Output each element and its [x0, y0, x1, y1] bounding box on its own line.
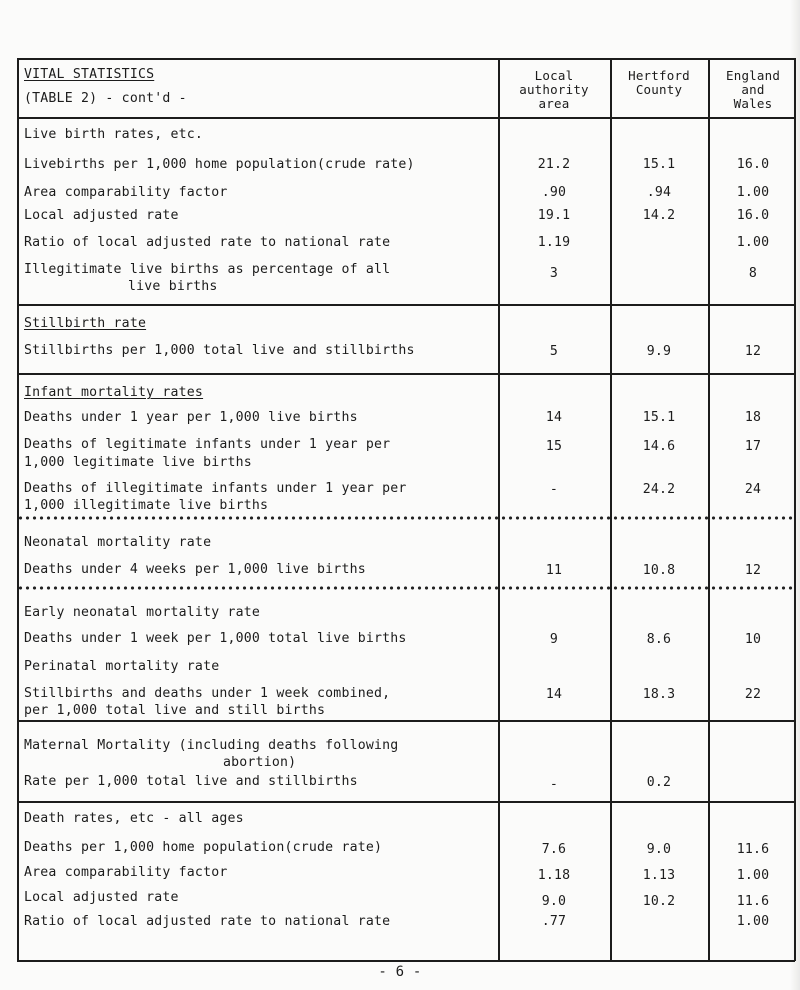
header-bottom-border	[17, 117, 795, 119]
row-label: Local adjusted rate	[24, 208, 179, 223]
table-bottom-border	[17, 960, 795, 962]
table-left-border	[17, 58, 19, 961]
cell-local: 5	[549, 344, 559, 359]
table-title: VITAL STATISTICS	[24, 67, 155, 82]
cell-england: 1.00	[736, 235, 770, 250]
cell-county: 10.2	[642, 894, 676, 909]
cell-local: 7.6	[541, 842, 567, 857]
cell-england: 10	[744, 632, 762, 647]
cell-local: 1.19	[537, 235, 571, 250]
cell-county: 9.0	[646, 842, 672, 857]
section-divider	[17, 720, 795, 722]
section-heading: Maternal Mortality (including deaths following	[24, 738, 399, 753]
cell-local: 11	[545, 563, 563, 578]
section-heading: Neonatal mortality rate	[24, 535, 212, 550]
cell-england: 11.6	[736, 842, 770, 857]
section-heading: Death rates, etc - all ages	[24, 811, 244, 826]
cell-england: 12	[744, 344, 762, 359]
row-label: Stillbirths per 1,000 total live and stillbirths	[24, 343, 415, 358]
cell-england: 18	[744, 410, 762, 425]
cell-county: 8.6	[646, 632, 672, 647]
row-label: Deaths under 1 year per 1,000 live births	[24, 410, 358, 425]
cell-county: .94	[646, 185, 672, 200]
row-label-continued: live births	[128, 279, 218, 294]
column-header-england: England and Wales	[726, 68, 781, 111]
dotted-divider	[17, 516, 795, 520]
row-label-continued: per 1,000 total live and still births	[24, 703, 326, 718]
cell-england: 1.00	[736, 868, 770, 883]
row-label: Ratio of local adjusted rate to national rate	[24, 914, 391, 929]
section-divider	[17, 304, 795, 306]
cell-local: .77	[541, 914, 567, 929]
section-heading: Perinatal mortality rate	[24, 659, 220, 674]
row-label: Deaths of illegitimate infants under 1 year per	[24, 481, 407, 496]
row-label: Area comparability factor	[24, 185, 228, 200]
cell-local: 9	[549, 632, 559, 647]
cell-county: 1.13	[642, 868, 676, 883]
section-divider	[17, 373, 795, 375]
cell-england: 24	[744, 482, 762, 497]
cell-england: 12	[744, 563, 762, 578]
page-number: - 6 -	[378, 964, 422, 980]
cell-county: 18.3	[642, 687, 676, 702]
scan-edge-shadow	[790, 0, 800, 990]
row-label: Ratio of local adjusted rate to national rate	[24, 235, 391, 250]
cell-local: 15	[545, 439, 563, 454]
cell-county: 15.1	[642, 157, 676, 172]
row-label: Deaths per 1,000 home population(crude rate)	[24, 840, 383, 855]
cell-local: 19.1	[537, 208, 571, 223]
section-heading: Stillbirth rate	[24, 316, 147, 331]
cell-england: 11.6	[736, 894, 770, 909]
section-heading: Live birth rates, etc.	[24, 127, 204, 142]
cell-county: 24.2	[642, 482, 676, 497]
column-header-local: Local authority area	[519, 68, 589, 111]
cell-county: 10.8	[642, 563, 676, 578]
column-header-county: Hertford County	[628, 68, 690, 97]
row-label-continued: 1,000 legitimate live births	[24, 455, 252, 470]
row-label: Deaths of legitimate infants under 1 year per	[24, 437, 391, 452]
cell-england: 16.0	[736, 157, 770, 172]
cell-county: 0.2	[646, 775, 672, 790]
cell-county: 15.1	[642, 410, 676, 425]
cell-england: 1.00	[736, 914, 770, 929]
cell-local: -	[549, 482, 559, 497]
row-label: Livebirths per 1,000 home population(crude rate)	[24, 157, 415, 172]
cell-local: 9.0	[541, 894, 567, 909]
cell-england: 17	[744, 439, 762, 454]
row-label-continued: 1,000 illegitimate live births	[24, 498, 269, 513]
row-label: Local adjusted rate	[24, 890, 179, 905]
table-subtitle: (TABLE 2) - cont'd -	[24, 91, 187, 106]
section-heading: Early neonatal mortality rate	[24, 605, 261, 620]
cell-county: 14.6	[642, 439, 676, 454]
cell-local: -	[549, 777, 559, 792]
cell-county: 14.2	[642, 208, 676, 223]
cell-local: .90	[541, 185, 567, 200]
row-label: Area comparability factor	[24, 865, 228, 880]
cell-england: 1.00	[736, 185, 770, 200]
section-divider	[17, 801, 795, 803]
cell-local: 14	[545, 687, 563, 702]
row-label: Stillbirths and deaths under 1 week combined,	[24, 686, 391, 701]
cell-england: 16.0	[736, 208, 770, 223]
cell-county: 9.9	[646, 344, 672, 359]
cell-england: 8	[748, 266, 758, 281]
row-label: Deaths under 4 weeks per 1,000 live births	[24, 562, 366, 577]
cell-england: 22	[744, 687, 762, 702]
cell-local: 1.18	[537, 868, 571, 883]
table-top-border	[17, 58, 795, 60]
cell-local: 3	[549, 266, 559, 281]
cell-local: 21.2	[537, 157, 571, 172]
section-heading-continued: abortion)	[223, 755, 297, 770]
row-label: Rate per 1,000 total live and stillbirths	[24, 774, 358, 789]
row-label: Deaths under 1 week per 1,000 total live births	[24, 631, 407, 646]
dotted-divider	[17, 586, 795, 590]
cell-local: 14	[545, 410, 563, 425]
row-label: Illegitimate live births as percentage of all	[24, 262, 391, 277]
section-heading: Infant mortality rates	[24, 385, 204, 400]
